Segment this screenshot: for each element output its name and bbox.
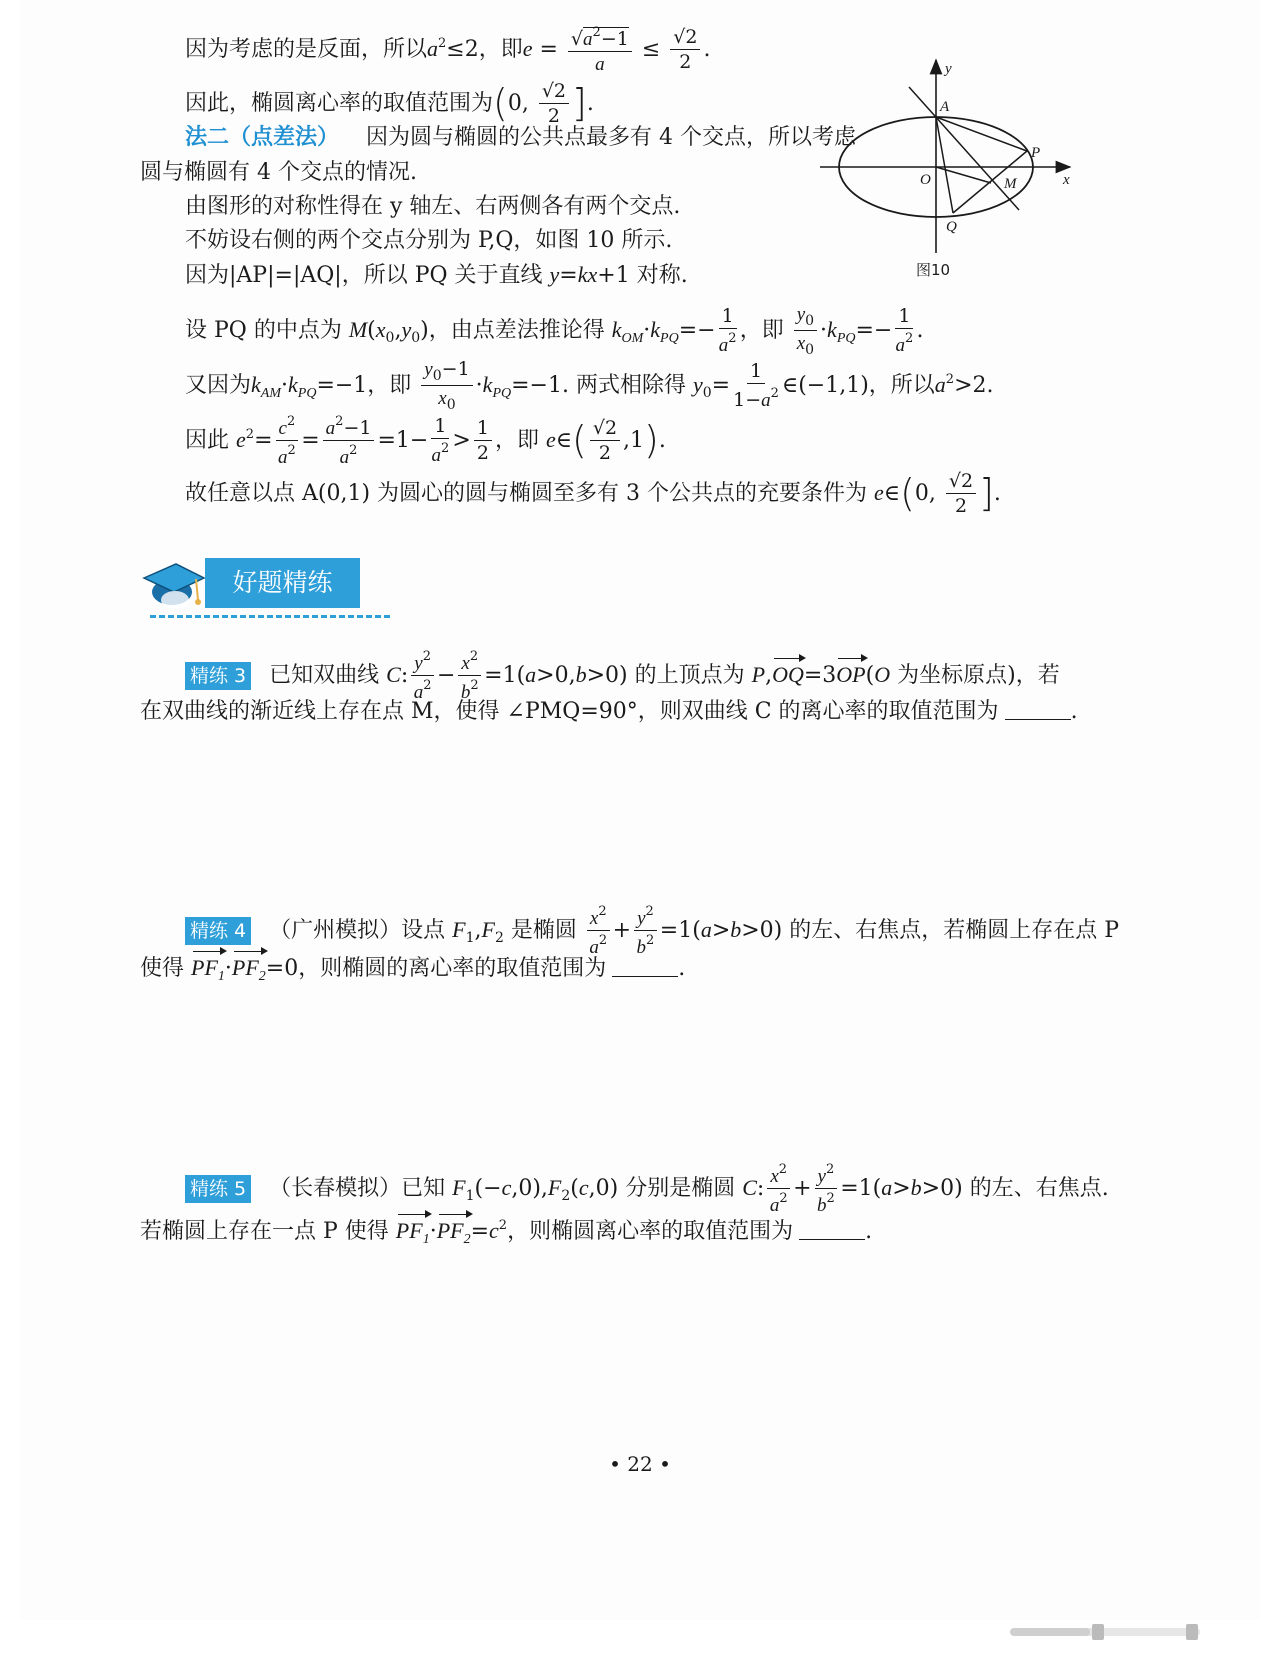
figure-caption: 图10 (916, 261, 951, 279)
text-line-4: 圆与椭圆有 4 个交点的情况. (140, 160, 417, 185)
text-line-6: 不妨设右侧的两个交点分别为 P,Q，如图 10 所示. (185, 228, 673, 253)
label-o: O (920, 172, 931, 188)
text-line-3: 法二（点差法） 因为圆与椭圆的公共点最多有 4 个交点，所以考虑 (185, 125, 857, 150)
graduation-cap-icon (142, 556, 206, 612)
label-m: M (1004, 176, 1017, 192)
label-x: x (1063, 172, 1070, 188)
exercise-3-line-1: 精练 3 已知双曲线 C: $\frac{y^2}{a^2}$ − $\frac{x^2}{b^2}$ =1(a>0,b>0) 的上顶点为 P,OQ=3OP(O 为坐标原点)，若 (185, 650, 1060, 702)
exercise-4-line-1: 精练 4 （广州模拟）设点 $F_1,F_2$ 是椭圆 $\frac{x^2}{a^2}$ + $\frac{y^2}{b^2}$ =1(a>b>0) 的左、右焦点，若椭圆上存在点 P (185, 905, 1119, 957)
exercise-5-line-1: 精练 5 （长春模拟）已知 $F_1(-c,0),F_2(c,0)$ 分别是椭圆 C: $\frac{x^2}{a^2}$ + $\frac{y^2}{b^2}$ =1(a>b>0) 的左、右焦点. (185, 1163, 1109, 1215)
exercise-5-line-2: 若椭圆上存在一点 P 使得 $PF_1\cdot PF_2=c^2$，则椭圆离心率的取值范围为 . (140, 1211, 872, 1255)
document-page (20, 0, 1260, 1620)
text-line-1: 因为考虑的是反面，所以$a^2\le 2$，即e = $\frac{√a^2-1}{a}$ ≤ $\frac{√2}{2}$ . (185, 25, 711, 75)
section-title: 好题精练 (205, 558, 360, 608)
text-line-8: 设 PQ 的中点为 $M(x_0,y_0)$，由点差法推论得 $k_{OM}\cdot k_{PQ}=-$ $\frac{1}{a^2}$ ，即 $\frac{y_0}{x_0}$ $\cdot k_{PQ}=-$ $\frac{1}{a^2}$ . (185, 304, 924, 358)
label-p: P (1031, 145, 1041, 161)
text-line-5: 由图形的对称性得在 y 轴左、右两侧各有两个交点. (185, 194, 681, 219)
page-number: • 22 • (609, 1452, 671, 1476)
segment-aq (936, 117, 953, 213)
label-a: A (940, 99, 950, 115)
exercise-badge: 精练 5 (185, 1175, 251, 1203)
label-q: Q (946, 219, 957, 235)
text-line-10: 因此 $e^2=$ $\frac{c^2}{a^2}$ = $\frac{a^2-1}{a^2}$ =1− $\frac{1}{a^2}$ > $\frac{1}{2}$ ，即 e∈( $\frac{√2}{2}$ ,1). (185, 414, 666, 468)
text-line-11: 故任意以点 A(0,1) 为圆心的圆与椭圆至多有 3 个公共点的充要条件为 e∈(0, $\frac{√2}{2}$ ]. (185, 470, 1001, 517)
method-label: 法二（点差法） (185, 125, 340, 150)
exercise-4-line-2: 使得 $PF_1\cdot PF_2=0$，则椭圆的离心率的取值范围为 . (140, 953, 685, 992)
text-line-9: 又因为$k_{AM}\cdot k_{PQ}=-1$，即 $\frac{y_0-1}{x_0}$ $\cdot k_{PQ}=-1$. 两式相除得 $y_0=$ $\frac{1}{1-a^2}$ ∈(−1,1)，所以$a^2>2$. (185, 358, 994, 413)
exercise-3-line-2: 在双曲线的渐近线上存在点 M，使得 ∠PMQ=90°，则双曲线 C 的离心率的取值范围为 . (140, 699, 1078, 724)
section-divider (150, 615, 390, 618)
label-y: y (945, 61, 952, 77)
text-line-2: 因此，椭圆离心率的取值范围为(0, $\frac{√2}{2}$ ]. (185, 80, 594, 127)
line-y-kx-plus-1 (909, 87, 1019, 210)
exercise-badge: 精练 3 (185, 662, 251, 690)
ellipse-figure (815, 55, 1105, 295)
exercise-badge: 精练 4 (185, 917, 251, 945)
horizontal-scrollbar[interactable] (1010, 1624, 1200, 1640)
text-line-7: 因为|AP|=|AQ|，所以 PQ 关于直线 y=kx+1 对称. (185, 262, 688, 288)
